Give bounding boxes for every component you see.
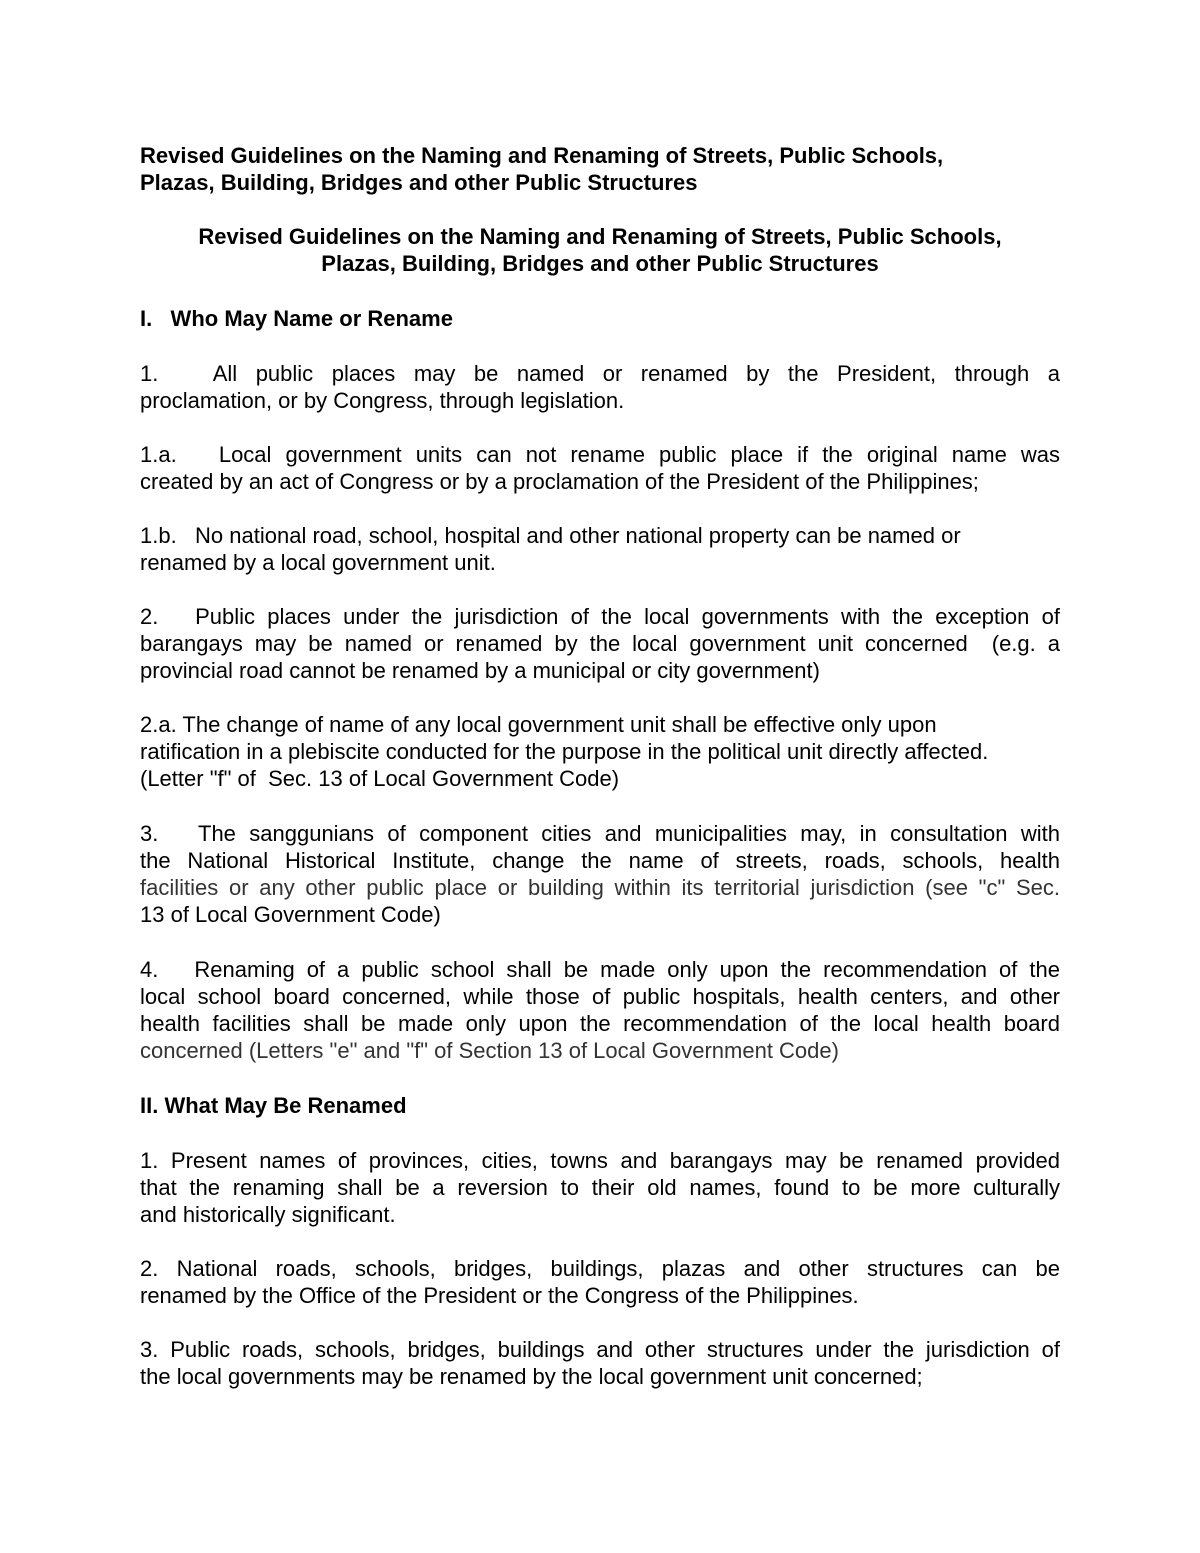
paragraph-line: health facilities shall be made only upon the recommendation of the local health board [140,1011,1060,1036]
paragraph-line: facilities or any other public place or building within its territorial jurisdiction (see "c" Sec. [140,875,1060,900]
paragraph-line: 2. National roads, schools, bridges, buildings, plazas and other structures can be [140,1256,1060,1281]
paragraph-line: (Letter "f" of Sec. 13 of Local Government Code) [140,766,620,791]
centered-title-line: Revised Guidelines on the Naming and Renaming of Streets, Public Schools, [198,224,1002,249]
paragraph-line: 1.a. Local government units can not rename public place if the original name was [140,442,1060,467]
section-1-paragraph-4 [140,956,1060,1064]
paragraph-line: renamed by the Office of the President or the Congress of the Philippines. [140,1283,859,1308]
paragraph-line: proclamation, or by Congress, through legislation. [140,388,625,413]
section-2-heading: II. What May Be Renamed [140,1093,407,1118]
paragraph-line: the local governments may be renamed by the local government unit concerned; [140,1364,923,1389]
paragraph-line: the National Historical Institute, change the name of streets, roads, schools, health [140,848,1060,873]
paragraph-line: created by an act of Congress or by a proclamation of the President of the Philippines; [140,469,979,494]
paragraph-line: 4. Renaming of a public school shall be made only upon the recommendation of the [140,957,1060,982]
paragraph-line: provincial road cannot be renamed by a municipal or city government) [140,658,820,683]
paragraph-line: that the renaming shall be a reversion to their old names, found to be more culturally [140,1175,1060,1200]
section-1-paragraph-2 [140,603,1060,684]
centered-title-line: Plazas, Building, Bridges and other Public Structures [321,251,879,276]
paragraph-line: concerned (Letters "e" and "f" of Section 13 of Local Government Code) [140,1038,839,1063]
section-2-paragraph-2 [140,1255,1060,1309]
section-2-paragraph-1 [140,1147,1060,1228]
section-1-heading: I. Who May Name or Rename [140,306,453,331]
paragraph-line: 2.a. The change of name of any local government unit shall be effective only upon [140,712,937,737]
paragraph-line: 3. The sanggunians of component cities and municipalities may, in consultation with [140,821,1060,846]
section-1-paragraph-1 [140,360,1060,414]
section-1-paragraph-3 [140,820,1060,928]
section-2-paragraph-3 [140,1336,1060,1390]
title-line: Plazas, Building, Bridges and other Public Structures [140,170,698,195]
document-title [140,142,1060,196]
paragraph-line: 1. All public places may be named or renamed by the President, through a [140,361,1060,386]
title-line: Revised Guidelines on the Naming and Renaming of Streets, Public Schools, [140,143,944,168]
section-1-paragraph-2a [140,711,1060,792]
paragraph-line: 3. Public roads, schools, bridges, buildings and other structures under the jurisdiction of [140,1337,1060,1362]
paragraph-line: 1. Present names of provinces, cities, towns and barangays may be renamed provided [140,1148,1060,1173]
paragraph-line: 13 of Local Government Code) [140,902,441,927]
paragraph-line: and historically significant. [140,1202,396,1227]
centered-title [140,223,1060,277]
paragraph-line: local school board concerned, while those of public hospitals, health centers, and other [140,984,1060,1009]
section-1-paragraph-1b [140,522,1060,576]
paragraph-line: ratification in a plebiscite conducted for the purpose in the political unit directly affected. [140,739,989,764]
paragraph-line: 2. Public places under the jurisdiction of the local governments with the exception of [140,604,1060,629]
section-1-paragraph-1a [140,441,1060,495]
paragraph-line: barangays may be named or renamed by the local government unit concerned (e.g. a [140,631,1060,656]
paragraph-line: renamed by a local government unit. [140,550,496,575]
paragraph-line: 1.b. No national road, school, hospital and other national property can be named or [140,523,961,548]
